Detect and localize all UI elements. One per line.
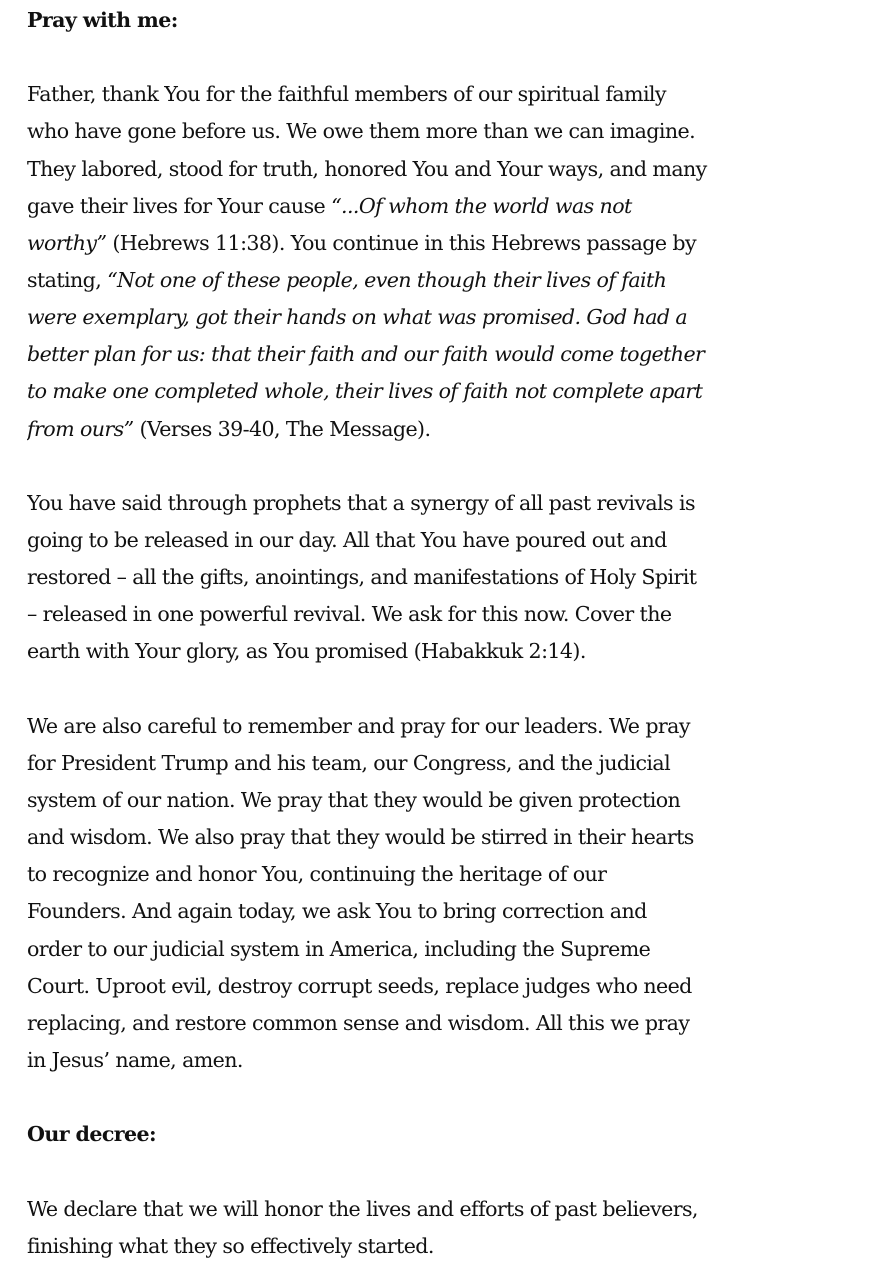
text-line: earth with Your glory, as You promised (Habakkuk 2:14).: [27, 639, 586, 664]
text-line: You have said through prophets that a synergy of all past revivals is: [27, 490, 695, 515]
paragraph-leaders: [27, 708, 866, 1079]
text-line: order to our judicial system in America, including the Supreme: [27, 936, 651, 961]
spacer: [27, 39, 866, 76]
text-line: [27, 188, 866, 225]
text-line: We are also careful to remember and pray for our leaders. We pray: [27, 713, 690, 738]
paragraph-prayer-intro: [27, 76, 866, 447]
text-run: gave their lives for Your cause: [27, 193, 332, 218]
heading-our-decree: Our decree:: [27, 1122, 157, 1147]
paragraph-decree: [27, 1191, 866, 1265]
text-line: [27, 373, 866, 410]
text-line: – released in one powerful revival. We ask for this now. Cover the: [27, 602, 672, 627]
spacer: [27, 671, 866, 708]
heading-pray-with-me: Pray with me:: [27, 8, 178, 32]
text-line: who have gone before us. We owe them more than we can imagine.: [27, 119, 696, 144]
text-line: Father, thank You for the faithful members of our spiritual family: [27, 82, 666, 107]
text-line: Founders. And again today, we ask You to bring correction and: [27, 899, 647, 924]
text-line: We declare that we will honor the lives and efforts of past believers,: [27, 1196, 698, 1221]
text-line: [27, 262, 866, 299]
text-line: system of our nation. We pray that they would be given protection: [27, 787, 681, 812]
scripture-quote: were exemplary, got their hands on what was promised. God had a: [27, 305, 688, 330]
text-line: They labored, stood for truth, honored You and Your ways, and many: [27, 156, 707, 181]
text-line: [27, 299, 866, 336]
spacer: [27, 1079, 866, 1116]
text-run: stating,: [27, 267, 108, 292]
text-line: finishing what they so effectively started.: [27, 1233, 434, 1258]
text-line: [27, 225, 866, 262]
spacer: [27, 448, 866, 485]
spacer: [27, 1153, 866, 1190]
scripture-quote: better plan for us: that their faith and our faith would come together: [27, 342, 705, 367]
scripture-quote: from ours”: [27, 416, 134, 441]
scripture-quote: “...Of whom the world was not: [331, 193, 632, 218]
text-run: (Hebrews 11:38). You continue in this Hebrews passage by: [106, 230, 697, 255]
scripture-quote: “Not one of these people, even though their lives of faith: [107, 267, 667, 292]
text-line: to recognize and honor You, continuing the heritage of our: [27, 862, 607, 887]
text-line: [27, 411, 866, 448]
text-line: [27, 336, 866, 373]
text-line: restored – all the gifts, anointings, and manifestations of Holy Spirit: [27, 565, 697, 590]
text-line: Court. Uproot evil, destroy corrupt seeds, replace judges who need: [27, 973, 692, 998]
paragraph-revival: [27, 485, 866, 671]
text-line: for President Trump and his team, our Congress, and the judicial: [27, 750, 671, 775]
text-line: replacing, and restore common sense and wisdom. All this we pray: [27, 1010, 690, 1035]
text-run: (Verses 39-40, The Message).: [133, 416, 431, 441]
scripture-quote: to make one completed whole, their lives of faith not complete apart: [27, 379, 703, 404]
text-line: in Jesus’ name, amen.: [27, 1047, 243, 1072]
scripture-quote: worthy”: [27, 230, 107, 255]
text-line: going to be released in our day. All that You have poured out and: [27, 527, 667, 552]
text-line: and wisdom. We also pray that they would be stirred in their hearts: [27, 825, 694, 850]
